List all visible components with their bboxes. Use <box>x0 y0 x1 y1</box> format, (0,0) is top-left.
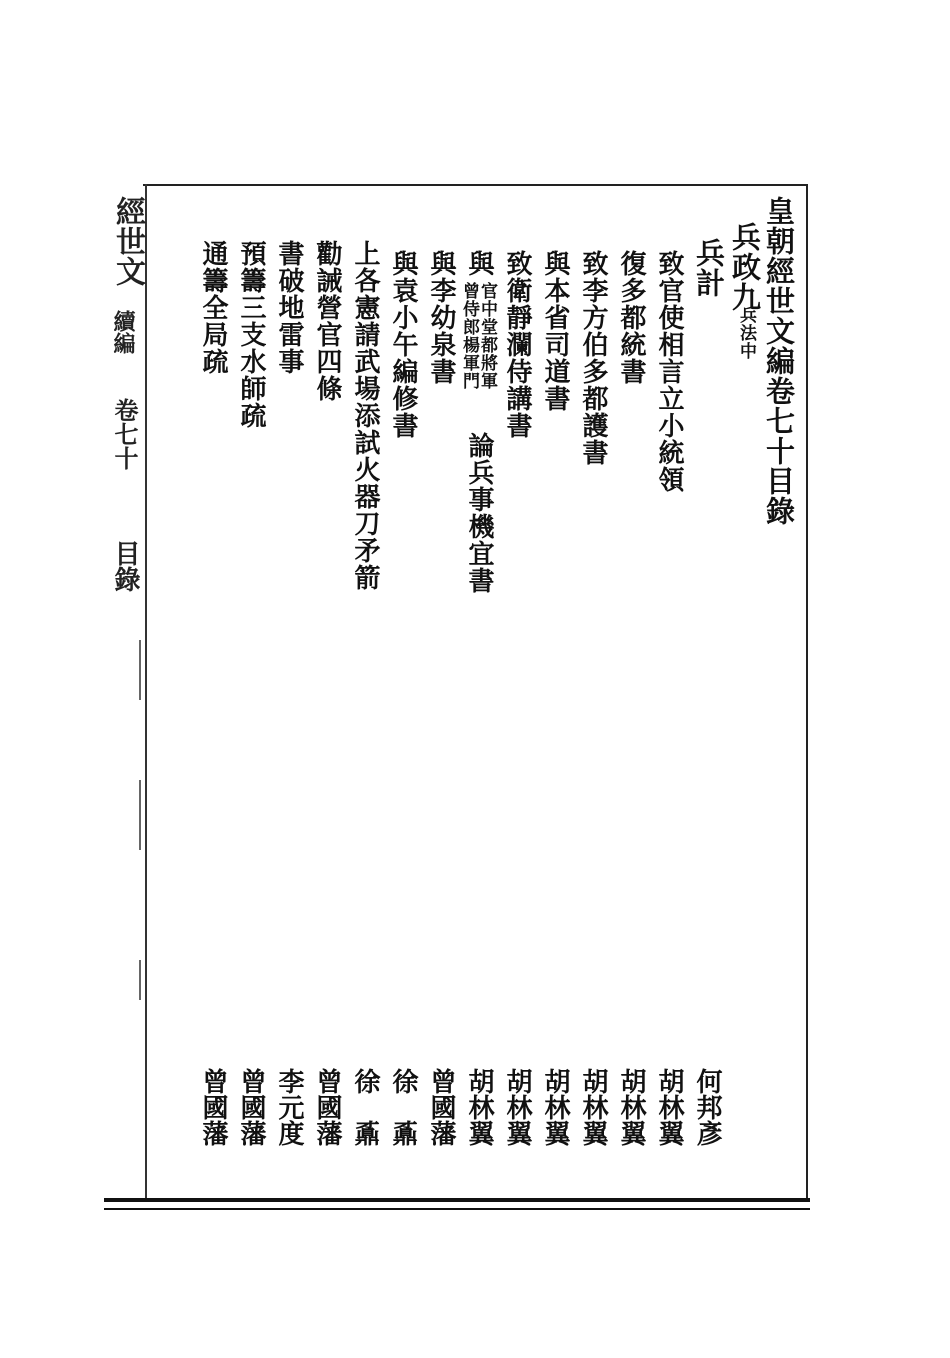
entry-title: 致李方伯多都護書 <box>578 250 608 466</box>
entry-author: 胡林翼 <box>464 1068 494 1146</box>
entry-author: 胡林翼 <box>616 1068 646 1146</box>
entry-author: 曾國藩 <box>198 1068 228 1146</box>
margin-tick <box>139 640 141 700</box>
entry-title: 通籌全局疏 <box>198 240 228 375</box>
volume-title: 皇朝經世文編卷七十目錄 <box>762 196 796 526</box>
entry-title: 上各憲請武場添試火器刀矛箭 <box>350 240 380 591</box>
margin-subtitle: 續編 <box>110 310 136 354</box>
entry-title: 復多都統書 <box>616 250 646 385</box>
category-heading: 兵計 <box>692 238 726 298</box>
section-heading: 兵政九 <box>728 222 762 312</box>
entry-title: 與袁小午編修書 <box>388 250 418 439</box>
frame-right-rule <box>806 184 808 1202</box>
entry-title: 與 <box>464 250 494 277</box>
entry-title: 書破地雷事 <box>274 240 304 375</box>
entry-author: 胡林翼 <box>578 1068 608 1146</box>
frame-top-rule <box>143 184 808 186</box>
margin-tick <box>139 960 141 1000</box>
margin-tick <box>139 780 141 850</box>
frame-center-rule <box>145 184 147 1200</box>
entry-author: 曾國藩 <box>312 1068 342 1146</box>
entry-author: 胡林翼 <box>502 1068 532 1146</box>
entry-author: 曾國藩 <box>236 1068 266 1146</box>
entry-title: 論兵事機宜書 <box>464 432 494 594</box>
entry-title: 與李幼泉書 <box>426 250 456 385</box>
entry-author: 徐 鼒 <box>388 1068 418 1146</box>
entry-title: 預籌三支水師疏 <box>236 240 266 429</box>
margin-catalog: 目錄 <box>110 540 140 592</box>
entry-title: 勸誡營官四條 <box>312 240 342 402</box>
entry-note: 曾侍郎楊軍門 <box>459 282 479 390</box>
entry-author: 何邦彥 <box>692 1068 722 1146</box>
margin-title: 經世文 <box>110 196 145 286</box>
entry-author: 胡林翼 <box>540 1068 570 1146</box>
entry-title: 致衛靜瀾侍講書 <box>502 250 532 439</box>
entry-note: 官中堂都將軍 <box>477 282 497 390</box>
entry-author: 徐 鼒 <box>350 1068 380 1146</box>
margin-volume: 卷七十 <box>110 398 139 470</box>
section-note: 兵法中 <box>736 306 756 360</box>
entry-author: 胡林翼 <box>654 1068 684 1146</box>
frame-bottom-rule <box>104 1198 810 1210</box>
entry-author: 李元度 <box>274 1068 304 1146</box>
entry-title: 與本省司道書 <box>540 250 570 412</box>
entry-title: 致官使相言立小統領 <box>654 250 684 493</box>
entry-author: 曾國藩 <box>426 1068 456 1146</box>
